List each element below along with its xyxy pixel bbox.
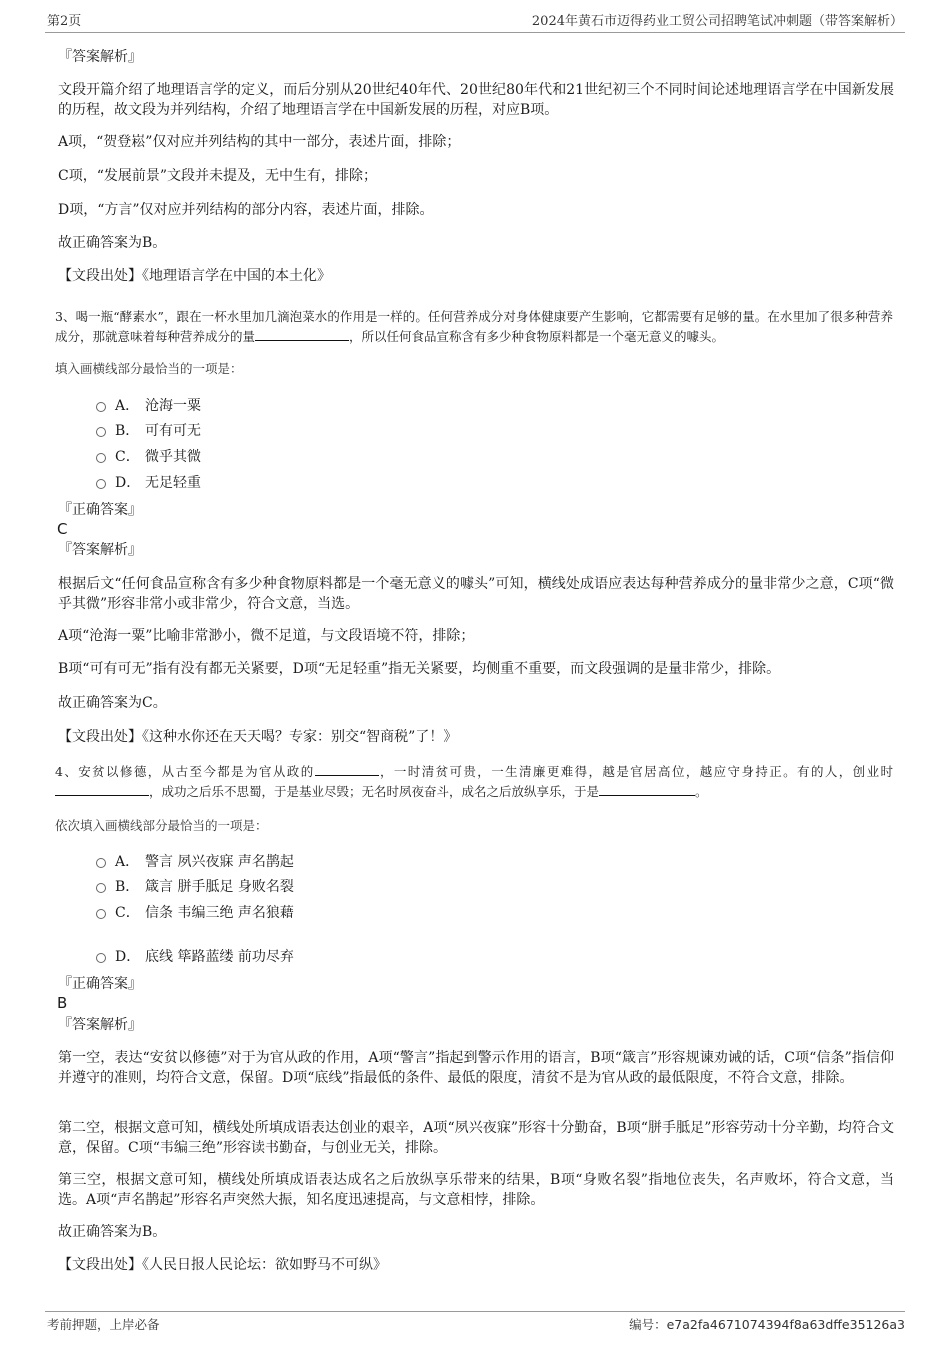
q3-analysis-p3: B项“可有可无”指有没有都无关紧要，D项“无足轻重”指无关紧要，均侧重不重要，而文段强调的是量非常少，排除。 <box>58 661 781 677</box>
q4-prompt: 依次填入画横线部分最恰当的一项是： <box>55 818 268 833</box>
q2-analysis-p5: 故正确答案为B。 <box>58 235 167 251</box>
q2-analysis-p2: A项，“贺登崧”仅对应并列结构的其中一部分，表述片面，排除； <box>58 134 461 150</box>
q2-analysis-p1: 文段开篇介绍了地理语言学的定义，而后分别从20世纪40年代、20世纪80年代和21世纪初三个不同时间论述地理语言学在中国新发展的历程，故文段为并列结构，介绍了地理语言学在中国新发展的历程，对应B项。 <box>58 82 894 118</box>
q4-option-c[interactable]: C． 信条 韦编三绝 声名狼藉 <box>96 903 294 923</box>
q3-answer-label: 『正确答案』 <box>58 502 142 518</box>
q4-analysis-p2: 第二空，根据文意可知，横线处所填成语表达创业的艰辛，A项“夙兴夜寐”形容十分勤奋，B项“胼手胝足”形容劳动十分辛勤，均符合文意，保留。C项“韦编三绝”形容读书勤奋，与创业无关，排除。 <box>58 1120 894 1156</box>
q3-option-d[interactable]: D． 无足轻重 <box>96 473 201 493</box>
radio-icon[interactable] <box>96 453 106 463</box>
q4-blank-3 <box>599 782 695 796</box>
q4-stem: 4、安贫以修德，从古至今都是为官从政的 ，一时清贫可贵，一生清廉更难得，越是官居高位，越应守身持正。有的人，创业时，成功之后乐不思蜀，于是基业尽毁；无名时夙夜奋斗，成名之后放纵享乐，于是 。 <box>55 764 893 799</box>
q2-source: 【文段出处】《地理语言学在中国的本土化》 <box>58 268 331 284</box>
q3-option-b[interactable]: B． 可有可无 <box>96 421 201 441</box>
q4-option-d[interactable]: D． 底线 筚路蓝缕 前功尽弃 <box>96 947 294 967</box>
q2-analysis-p3: C项，“发展前景”文段并未提及，无中生有，排除； <box>58 168 378 184</box>
footer-slogan: 考前押题，上岸必备 <box>47 1317 160 1332</box>
q3-analysis-label: 『答案解析』 <box>58 542 142 558</box>
q2-analysis-label: 『答案解析』 <box>58 49 142 65</box>
page-number: 第2页 <box>47 14 82 29</box>
q3-prompt: 填入画横线部分最恰当的一项是： <box>55 361 243 376</box>
q3-option-c[interactable]: C． 微乎其微 <box>96 447 201 467</box>
q3-analysis-p4: 故正确答案为C。 <box>58 695 167 711</box>
q3-stem: 3、喝一瓶“酵素水”，跟在一杯水里加几滴泡菜水的作用是一样的。任何营养成分对身体健康要产生影响，它都需要有足够的量。在水里加了很多种营养成分，那就意味着每种营养成分的量 ，所以任何食品宣称含有多少种食物原料都是一个毫无意义的噱头。 <box>55 309 893 344</box>
q4-answer: B <box>57 994 68 1012</box>
document-code: e7a2fa4671074394f8a63dffe35126a3 <box>666 1317 905 1332</box>
page-header <box>45 10 905 33</box>
radio-icon[interactable] <box>96 883 106 893</box>
q4-blank-1 <box>315 762 379 776</box>
radio-icon[interactable] <box>96 858 106 868</box>
q3-answer: C <box>57 520 68 538</box>
radio-icon[interactable] <box>96 479 106 489</box>
radio-icon[interactable] <box>96 953 106 963</box>
q3-option-a[interactable]: A． 沧海一粟 <box>96 396 201 416</box>
q4-source: 【文段出处】《人民日报人民论坛：欲如野马不可纵》 <box>58 1257 387 1273</box>
q2-analysis-p4: D项，“方言”仅对应并列结构的部分内容，表述片面，排除。 <box>58 202 434 218</box>
q4-analysis-p1: 第一空，表达“安贫以修德”对于为官从政的作用，A项“警言”指起到警示作用的语言，B项“箴言”形容规谏劝诫的话，C项“信条”指信仰并遵守的准则，均符合文意，保留。D项“底线”指最低的条件、最低的限度，清贫不是为官从政的最低限度，不符合文意，排除。 <box>58 1050 894 1086</box>
q4-option-a[interactable]: A． 警言 夙兴夜寐 声名鹊起 <box>96 852 294 872</box>
q3-source: 【文段出处】《这种水你还在天天喝？专家：别交“智商税”了！》 <box>58 729 458 745</box>
q3-analysis-p1: 根据后文“任何食品宣称含有多少种食物原料都是一个毫无意义的噱头”可知，横线处成语应表达每种营养成分的量非常少之意，C项“微乎其微”形容非常小或非常少，符合文意，当选。 <box>58 576 894 612</box>
q4-analysis-p3: 第三空，根据文意可知，横线处所填成语表达成名之后放纵享乐带来的结果，B项“身败名裂”指地位丧失，名声败坏，符合文意，当选。A项“声名鹊起”形容名声突然大振，知名度迅速提高，与文意相悖，排除。 <box>58 1172 894 1208</box>
q3-analysis-p2: A项“沧海一粟”比喻非常渺小，微不足道，与文段语境不符，排除； <box>58 628 475 644</box>
radio-icon[interactable] <box>96 909 106 919</box>
q3-blank <box>255 327 349 341</box>
radio-icon[interactable] <box>96 402 106 412</box>
q4-analysis-p4: 故正确答案为B。 <box>58 1224 167 1240</box>
footer-code: 编号：e7a2fa4671074394f8a63dffe35126a3 <box>629 1317 905 1332</box>
q4-blank-2 <box>55 782 149 796</box>
q4-option-b[interactable]: B． 箴言 胼手胝足 身败名裂 <box>96 877 294 897</box>
document-title: 2024年黄石市迈得药业工贸公司招聘笔试冲刺题（带答案解析） <box>531 14 903 29</box>
page-footer <box>45 1311 905 1338</box>
q4-analysis-label: 『答案解析』 <box>58 1017 142 1033</box>
q4-answer-label: 『正确答案』 <box>58 976 142 992</box>
radio-icon[interactable] <box>96 427 106 437</box>
